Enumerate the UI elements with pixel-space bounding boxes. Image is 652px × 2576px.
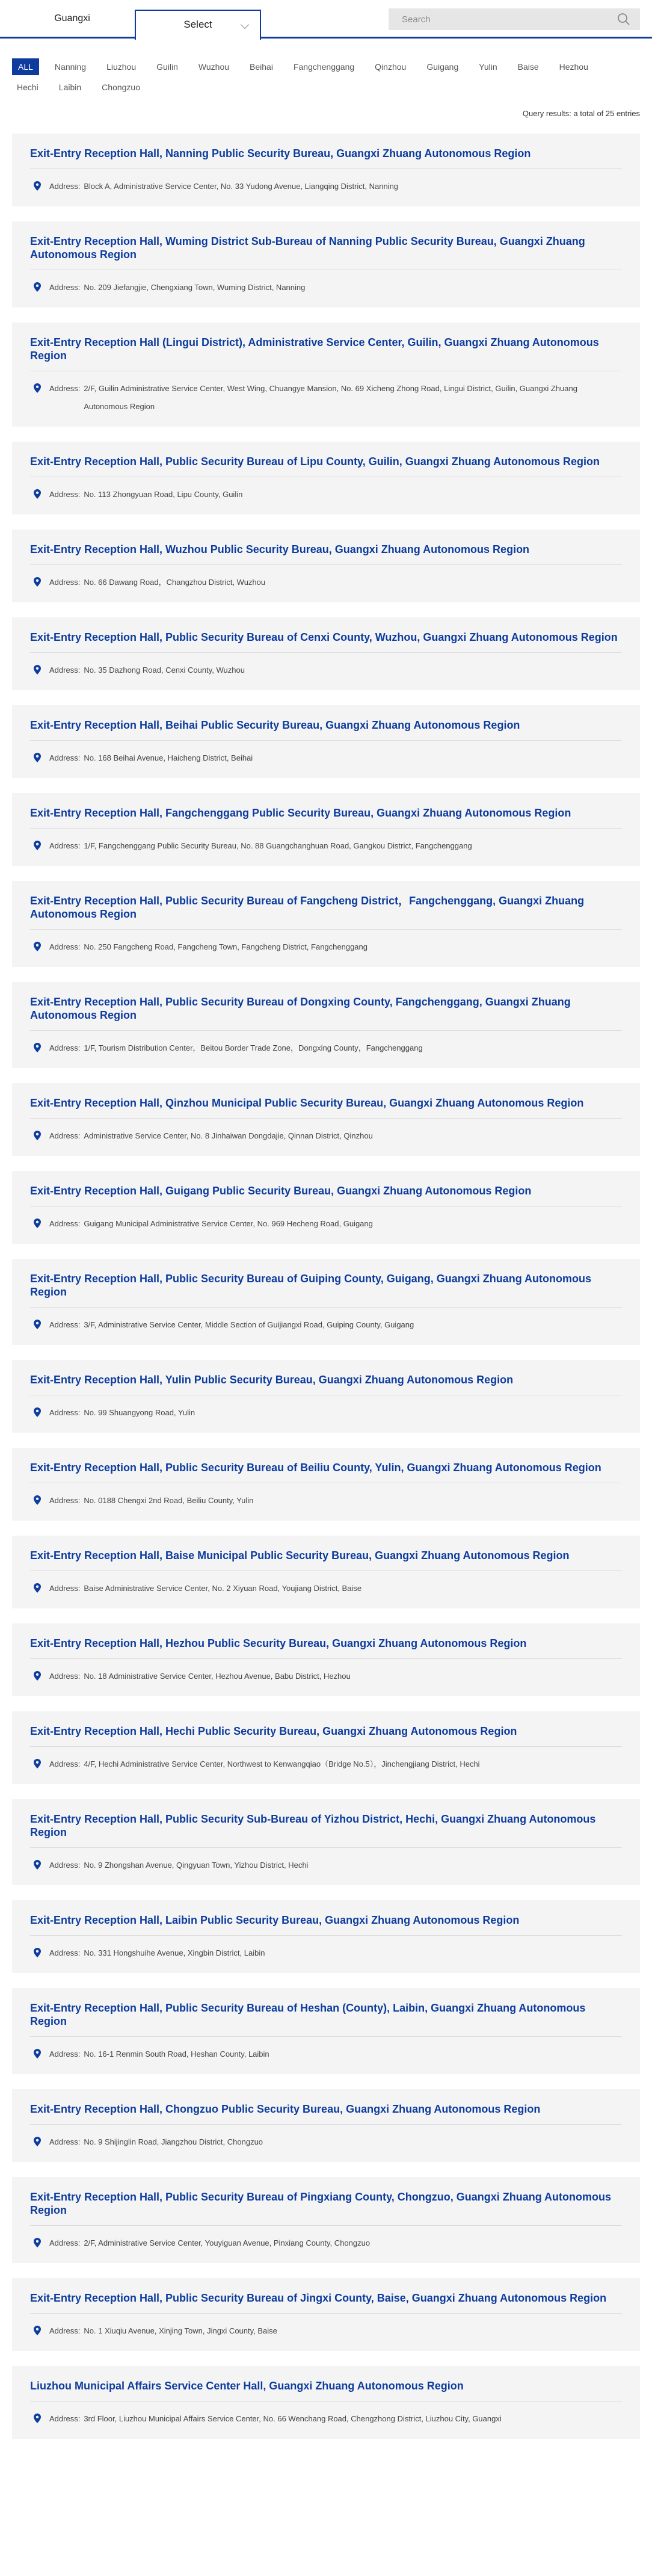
result-address: [30, 1492, 622, 1510]
location-pin-icon: [34, 841, 41, 850]
result-title[interactable]: Exit-Entry Reception Hall, Public Security Bureau of Jingxi County, Baise, Guangxi Zhuang Autonomous Region: [30, 2292, 607, 2304]
result-address: [30, 2045, 622, 2063]
address-label: Address:: [49, 1408, 81, 1417]
location-pin-icon: [34, 2137, 41, 2146]
location-pin-icon: [34, 2049, 41, 2059]
result-card: [12, 881, 640, 967]
result-title[interactable]: Exit-Entry Reception Hall, Wuming District Sub-Bureau of Nanning Public Security Bureau, Guangxi Zhuang Autonomous Region: [30, 235, 585, 261]
result-title[interactable]: Exit-Entry Reception Hall, Public Security Bureau of Beiliu County, Yulin, Guangxi Zhuang Autonomous Region: [30, 1462, 601, 1474]
filter-chip-laibin[interactable]: Laibin: [58, 82, 82, 92]
result-card: [12, 2366, 640, 2439]
filter-chip-nanning[interactable]: Nanning: [54, 62, 87, 72]
result-address: [30, 2322, 622, 2340]
address-label: Address:: [49, 1584, 81, 1593]
address-label: Address:: [49, 753, 81, 762]
address-label: Address:: [49, 1496, 81, 1505]
city-filter: [12, 57, 638, 97]
address-text: 2/F, Guilin Administrative Service Center, West Wing, Chuangye Mansion, No. 69 Xicheng Zhong Road, Lingui District, Guilin, Guangxi Zhuang Autonomous Region: [84, 384, 577, 411]
result-address: [30, 178, 622, 196]
address-label: Address:: [49, 182, 81, 191]
filter-chip-guilin[interactable]: Guilin: [156, 62, 178, 72]
filter-chip-fangchenggang[interactable]: Fangchenggang: [293, 62, 355, 72]
result-title[interactable]: Exit-Entry Reception Hall, Public Security Bureau of Guiping County, Guigang, Guangxi Zhuang Autonomous Region: [30, 1273, 592, 1298]
location-pin-icon: [34, 1860, 41, 1870]
divider: [30, 2124, 622, 2125]
location-pin-icon: [34, 942, 41, 951]
address-text: 3rd Floor, Liuzhou Municipal Affairs Service Center, No. 66 Wenchang Road, Chengzhong District, Liuzhou City, Guangxi: [84, 2414, 502, 2423]
divider: [30, 1746, 622, 1747]
result-card: [12, 2089, 640, 2162]
result-card: [12, 442, 640, 514]
address-text: 1/F, Fangchenggang Public Security Bureau, No. 88 Guangchanghuan Road, Gangkou District, Fangchenggang: [84, 841, 472, 850]
address-label: Address:: [49, 2137, 81, 2146]
chevron-down-icon: [241, 20, 249, 29]
address-text: No. 35 Dazhong Road, Cenxi County, Wuzhou: [84, 666, 245, 675]
divider: [30, 1847, 622, 1848]
filter-chip-baise[interactable]: Baise: [517, 62, 539, 72]
filter-chip-hezhou[interactable]: Hezhou: [559, 62, 588, 72]
address-label: Address:: [49, 2326, 81, 2335]
result-title[interactable]: Exit-Entry Reception Hall, Public Security Sub-Bureau of Yizhou District, Hechi, Guangxi Zhuang Autonomous Region: [30, 1813, 596, 1838]
filter-chip-beihai[interactable]: Beihai: [250, 62, 273, 72]
result-title[interactable]: Exit-Entry Reception Hall, Guigang Public Security Bureau, Guangxi Zhuang Autonomous Region: [30, 1185, 532, 1197]
results-count: Query results: a total of 25 entries: [522, 109, 640, 118]
address-text: No. 9 Shijinglin Road, Jiangzhou District, Chongzuo: [84, 2137, 263, 2146]
result-address: [30, 2133, 622, 2151]
result-title[interactable]: Exit-Entry Reception Hall, Public Security Bureau of Cenxi County, Wuzhou, Guangxi Zhuang Autonomous Region: [30, 631, 618, 643]
address-label: Address:: [49, 1131, 81, 1140]
result-card: [12, 1448, 640, 1521]
result-card: [12, 1900, 640, 1973]
location-pin-icon: [34, 2414, 41, 2423]
result-address: [30, 661, 622, 679]
result-title[interactable]: Exit-Entry Reception Hall, Qinzhou Municipal Public Security Bureau, Guangxi Zhuang Autonomous Region: [30, 1097, 584, 1109]
filter-row: [12, 57, 638, 77]
result-card: [12, 617, 640, 690]
result-card: [12, 1711, 640, 1784]
location-pin-icon: [34, 1219, 41, 1228]
select-dropdown[interactable]: [135, 10, 261, 40]
address-label: Address:: [49, 1672, 81, 1681]
divider: [30, 1935, 622, 1936]
result-card: [12, 1988, 640, 2074]
address-text: No. 99 Shuangyong Road, Yulin: [84, 1408, 195, 1417]
result-address: [30, 938, 622, 956]
result-title[interactable]: Exit-Entry Reception Hall, Public Security Bureau of Fangcheng District，Fangchenggang, Guangxi Zhuang Autonomous Region: [30, 895, 585, 920]
location-pin-icon: [34, 665, 41, 675]
result-address: [30, 380, 622, 416]
select-label: Select: [183, 19, 212, 30]
result-title[interactable]: Exit-Entry Reception Hall, Fangchenggang Public Security Bureau, Guangxi Zhuang Autonomous Region: [30, 807, 571, 819]
result-card: [12, 530, 640, 602]
filter-chip-wuzhou[interactable]: Wuzhou: [198, 62, 230, 72]
address-label: Address:: [49, 1948, 81, 1957]
location-pin-icon: [34, 1131, 41, 1140]
result-card: [12, 221, 640, 307]
result-title[interactable]: Exit-Entry Reception Hall, Baise Municipal Public Security Bureau, Guangxi Zhuang Autonomous Region: [30, 1549, 570, 1561]
address-text: No. 250 Fangcheng Road, Fangcheng Town, Fangcheng District, Fangchenggang: [84, 942, 368, 951]
address-text: No. 18 Administrative Service Center, Hezhou Avenue, Babu District, Hezhou: [84, 1672, 351, 1681]
result-address: [30, 1127, 622, 1145]
divider: [30, 1118, 622, 1119]
address-label: Address:: [49, 666, 81, 675]
divider: [30, 2036, 622, 2037]
address-text: No. 16-1 Renmin South Road, Heshan County, Laibin: [84, 2049, 269, 2059]
location-pin-icon: [34, 282, 41, 292]
address-text: 1/F, Tourism Distribution Center，Beitou Border Trade Zone，Dongxing County，Fangchenggang: [84, 1043, 423, 1052]
address-text: No. 9 Zhongshan Avenue, Qingyuan Town, Yizhou District, Hechi: [84, 1861, 309, 1870]
result-address: [30, 2234, 622, 2252]
result-card: [12, 705, 640, 778]
result-card: [12, 1536, 640, 1608]
search-input[interactable]: [389, 8, 640, 30]
address-label: Address:: [49, 578, 81, 587]
filter-chip-all[interactable]: ALL: [12, 58, 39, 75]
filter-chip-chongzuo[interactable]: Chongzuo: [102, 82, 140, 92]
result-card: [12, 1799, 640, 1885]
result-address: [30, 2410, 622, 2428]
result-address: [30, 1215, 622, 1233]
address-label: Address:: [49, 1861, 81, 1870]
result-title[interactable]: Exit-Entry Reception Hall, Chongzuo Public Security Bureau, Guangxi Zhuang Autonomous Region: [30, 2103, 541, 2115]
address-label: Address:: [49, 1759, 81, 1768]
province-label[interactable]: Guangxi: [54, 13, 90, 23]
location-pin-icon: [34, 2326, 41, 2335]
result-title[interactable]: Exit-Entry Reception Hall, Beihai Public Security Bureau, Guangxi Zhuang Autonomous Region: [30, 719, 520, 731]
result-title[interactable]: Exit-Entry Reception Hall, Hechi Public Security Bureau, Guangxi Zhuang Autonomous Region: [30, 1725, 517, 1737]
address-label: Address:: [49, 2049, 81, 2059]
address-label: Address:: [49, 1043, 81, 1052]
filter-chip-qinzhou[interactable]: Qinzhou: [375, 62, 407, 72]
result-address: [30, 573, 622, 591]
address-label: Address:: [49, 1320, 81, 1329]
address-label: Address:: [49, 841, 81, 850]
address-text: No. 66 Dawang Road，Changzhou District, Wuzhou: [84, 578, 266, 587]
result-address: [30, 749, 622, 767]
divider: [30, 740, 622, 741]
filter-chip-hechi[interactable]: Hechi: [17, 82, 38, 92]
divider: [30, 2225, 622, 2226]
address-text: No. 0188 Chengxi 2nd Road, Beiliu County, Yulin: [84, 1496, 254, 1505]
address-text: No. 1 Xiuqiu Avenue, Xinjing Town, Jingxi County, Baise: [84, 2326, 277, 2335]
address-text: 3/F, Administrative Service Center, Middle Section of Guijiangxi Road, Guiping County, Guigang: [84, 1320, 414, 1329]
divider: [30, 1658, 622, 1659]
location-pin-icon: [34, 1948, 41, 1957]
location-pin-icon: [34, 489, 41, 499]
filter-row: [12, 77, 638, 97]
filter-chip-guigang[interactable]: Guigang: [426, 62, 459, 72]
location-pin-icon: [34, 577, 41, 587]
result-address: [30, 1755, 622, 1773]
address-text: No. 168 Beihai Avenue, Haicheng District, Beihai: [84, 753, 253, 762]
address-label: Address:: [49, 942, 81, 951]
result-card: [12, 1360, 640, 1433]
result-title[interactable]: Exit-Entry Reception Hall (Lingui District), Administrative Service Center, Guilin, Guangxi Zhuang Autonomous Region: [30, 336, 599, 362]
location-pin-icon: [34, 1043, 41, 1052]
result-card: [12, 1623, 640, 1696]
divider: [30, 168, 622, 169]
divider: [30, 929, 622, 930]
location-pin-icon: [34, 2238, 41, 2247]
address-text: Baise Administrative Service Center, No. 2 Xiyuan Road, Youjiang District, Baise: [84, 1584, 362, 1593]
location-pin-icon: [34, 1495, 41, 1505]
location-pin-icon: [34, 1759, 41, 1768]
location-pin-icon: [34, 383, 41, 393]
location-pin-icon: [34, 1320, 41, 1329]
address-label: Address:: [49, 2238, 81, 2247]
result-card: [12, 134, 640, 206]
result-card: [12, 323, 640, 427]
result-title[interactable]: Liuzhou Municipal Affairs Service Center Hall, Guangxi Zhuang Autonomous Region: [30, 2380, 464, 2392]
divider: [30, 828, 622, 829]
result-card: [12, 793, 640, 866]
result-title[interactable]: Exit-Entry Reception Hall, Nanning Public Security Bureau, Guangxi Zhuang Autonomous Region: [30, 147, 531, 159]
address-label: Address:: [49, 1219, 81, 1228]
result-address: [30, 1944, 622, 1962]
address-label: Address:: [49, 283, 81, 292]
address-label: Address:: [49, 2414, 81, 2423]
results-list: [12, 134, 640, 2454]
address-text: Administrative Service Center, No. 8 Jinhaiwan Dongdajie, Qinnan District, Qinzhou: [84, 1131, 373, 1140]
location-pin-icon: [34, 753, 41, 762]
address-label: Address:: [49, 384, 81, 393]
divider: [30, 1030, 622, 1031]
address-text: No. 209 Jiefangjie, Chengxiang Town, Wuming District, Nanning: [84, 283, 306, 292]
top-bar: [0, 0, 652, 39]
result-card: [12, 2177, 640, 2263]
address-text: No. 113 Zhongyuan Road, Lipu County, Guilin: [84, 490, 243, 499]
address-text: No. 331 Hongshuihe Avenue, Xingbin District, Laibin: [84, 1948, 265, 1957]
divider: [30, 1307, 622, 1308]
result-card: [12, 1171, 640, 1244]
search-box[interactable]: [389, 8, 640, 30]
result-address: [30, 837, 622, 855]
result-card: [12, 2278, 640, 2351]
result-address: [30, 1667, 622, 1685]
result-title[interactable]: Exit-Entry Reception Hall, Public Security Bureau of Pingxiang County, Chongzuo, Guangxi Zhuang Autonomous Region: [30, 2191, 612, 2216]
divider: [30, 652, 622, 653]
location-pin-icon: [34, 1407, 41, 1417]
result-address: [30, 1316, 622, 1334]
address-label: Address:: [49, 490, 81, 499]
location-pin-icon: [34, 1671, 41, 1681]
result-title[interactable]: Exit-Entry Reception Hall, Hezhou Public Security Bureau, Guangxi Zhuang Autonomous Region: [30, 1637, 527, 1649]
address-text: 2/F, Administrative Service Center, Youyiguan Avenue, Pinxiang County, Chongzuo: [84, 2238, 371, 2247]
location-pin-icon: [34, 181, 41, 191]
result-title[interactable]: Exit-Entry Reception Hall, Public Security Bureau of Dongxing County, Fangchenggang, Guangxi Zhuang Autonomous Region: [30, 996, 571, 1021]
result-title[interactable]: Exit-Entry Reception Hall, Laibin Public Security Bureau, Guangxi Zhuang Autonomous Region: [30, 1914, 520, 1926]
divider: [30, 2313, 622, 2314]
result-address: [30, 1856, 622, 1874]
result-address: [30, 1404, 622, 1422]
address-text: Guigang Municipal Administrative Service Center, No. 969 Hecheng Road, Guigang: [84, 1219, 373, 1228]
filter-chip-yulin[interactable]: Yulin: [479, 62, 497, 72]
result-title[interactable]: Exit-Entry Reception Hall, Public Security Bureau of Heshan (County), Laibin, Guangxi Zhuang Autonomous Region: [30, 2002, 586, 2027]
filter-chip-liuzhou[interactable]: Liuzhou: [106, 62, 137, 72]
result-address: [30, 1580, 622, 1598]
result-address: [30, 1039, 622, 1057]
result-title[interactable]: Exit-Entry Reception Hall, Public Security Bureau of Lipu County, Guilin, Guangxi Zhuang Autonomous Region: [30, 456, 600, 468]
divider: [30, 564, 622, 565]
result-title[interactable]: Exit-Entry Reception Hall, Yulin Public Security Bureau, Guangxi Zhuang Autonomous Region: [30, 1374, 514, 1386]
result-card: [12, 1259, 640, 1345]
result-address: [30, 279, 622, 297]
result-card: [12, 982, 640, 1068]
address-text: Block A, Administrative Service Center, No. 33 Yudong Avenue, Liangqing District, Nanning: [84, 182, 399, 191]
address-text: 4/F, Hechi Administrative Service Center, Northwest to Kenwangqiao（Bridge No.5），Jinchengjiang District, Hechi: [84, 1759, 480, 1768]
result-card: [12, 1083, 640, 1156]
result-title[interactable]: Exit-Entry Reception Hall, Wuzhou Public Security Bureau, Guangxi Zhuang Autonomous Region: [30, 543, 530, 555]
result-address: [30, 486, 622, 504]
location-pin-icon: [34, 1583, 41, 1593]
search-icon[interactable]: [617, 13, 630, 26]
